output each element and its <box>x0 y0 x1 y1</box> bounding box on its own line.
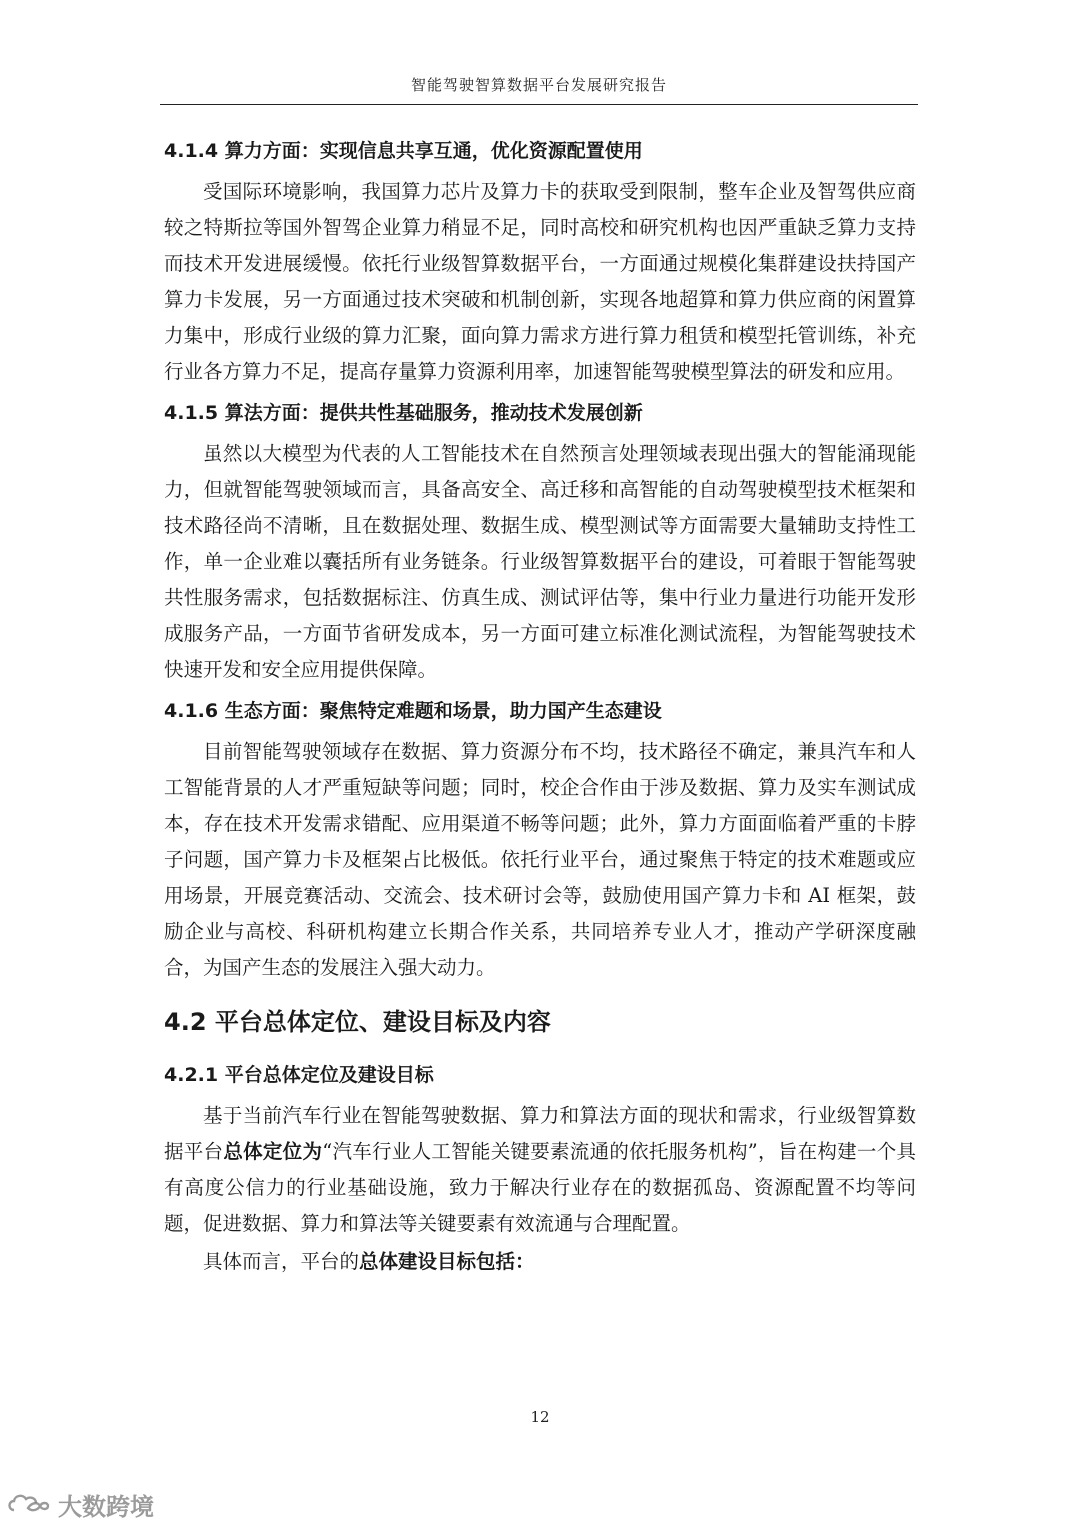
heading-4-1-4: 4.1.4 算力方面：实现信息共享互通，优化资源配置使用 <box>164 140 643 162</box>
goals-bold: 总体建设目标包括： <box>359 1250 535 1273</box>
heading-4-2: 4.2 平台总体定位、建设目标及内容 <box>164 1008 551 1036</box>
paragraph-4-1-5: 虽然以大模型为代表的人工智能技术在自然预言处理领域表现出强大的智能涌现能力，但就智能驾驶领域而言，具备高安全、高迁移和高智能的自动驾驶模型技术框架和技术路径尚不清晰，且在数据处理、数据生成、模型测试等方面需要大量辅助支持性工作，单一企业难以囊括所有业务链条。行业级智算数据平台的建设，可着眼于智能驾驶共性服务需求，包括数据标注、仿真生成、测试评估等，集中行业力量进行功能开发形成服务产品，一方面节省研发成本，另一方面可建立标准化测试流程，为智能驾驶技术快速开发和安全应用提供保障。 <box>164 442 916 681</box>
paragraph-4-2-1-positioning <box>164 1098 916 1242</box>
watermark <box>6 1488 154 1520</box>
positioning-text-b: “汽车行业人工智能关键要素流通的依托服务机构”，旨在构建一个具有高度公信力的行业基础设施，致力于解决行业存在的数据孤岛、资源配置不均等问题，促进数据、算力和算法等关键要素有效流通与合理配置。 <box>164 1140 916 1235</box>
heading-4-1-5: 4.1.5 算法方面：提供共性基础服务，推动技术发展创新 <box>164 402 643 424</box>
paragraph-4-2-1-goals <box>164 1244 916 1280</box>
cloud-infinity-icon <box>6 1490 52 1518</box>
positioning-text-a: 基于当前汽车行业在智能驾驶数据、算力和算法方面的现状和需求，行业级智算数据平台 <box>164 1104 916 1163</box>
paragraph-4-1-6: 目前智能驾驶领域存在数据、算力资源分布不均，技术路径不确定，兼具汽车和人工智能背景的人才严重短缺等问题；同时，校企合作由于涉及数据、算力及实车测试成本，存在技术开发需求错配、应用渠道不畅等问题；此外，算力方面面临着严重的卡脖子问题，国产算力卡及框架占比极低。依托行业平台，通过聚焦于特定的技术难题或应用场景，开展竞赛活动、交流会、技术研讨会等，鼓励使用国产算力卡和 AI 框架，鼓励企业与高校、科研机构建立长期合作关系，共同培养专业人才，推动产学研深度融合，为国产生态的发展注入强大动力。 <box>164 740 916 979</box>
paragraph-4-1-4: 受国际环境影响，我国算力芯片及算力卡的获取受到限制，整车企业及智驾供应商较之特斯拉等国外智驾企业算力稍显不足，同时高校和研究机构也因严重缺乏算力支持而技术开发进展缓慢。依托行业级智算数据平台，一方面通过规模化集群建设扶持国产算力卡发展，另一方面通过技术突破和机制创新，实现各地超算和算力供应商的闲置算力集中，形成行业级的算力汇聚，面向算力需求方进行算力租赁和模型托管训练，补充行业各方算力不足，提高存量算力资源利用率，加速智能驾驶模型算法的研发和应用。 <box>164 180 916 383</box>
heading-4-2-1: 4.2.1 平台总体定位及建设目标 <box>164 1064 434 1086</box>
header-divider <box>160 104 918 105</box>
document-body <box>164 128 916 1280</box>
running-header: 智能驾驶智算数据平台发展研究报告 <box>410 76 667 94</box>
positioning-bold: 总体定位为 <box>223 1140 323 1163</box>
goals-text: 具体而言，平台的 <box>203 1250 360 1273</box>
heading-4-1-6: 4.1.6 生态方面：聚焦特定难题和场景，助力国产生态建设 <box>164 700 662 722</box>
page-number: 12 <box>530 1408 550 1426</box>
watermark-text: 大数跨境 <box>58 1492 154 1521</box>
